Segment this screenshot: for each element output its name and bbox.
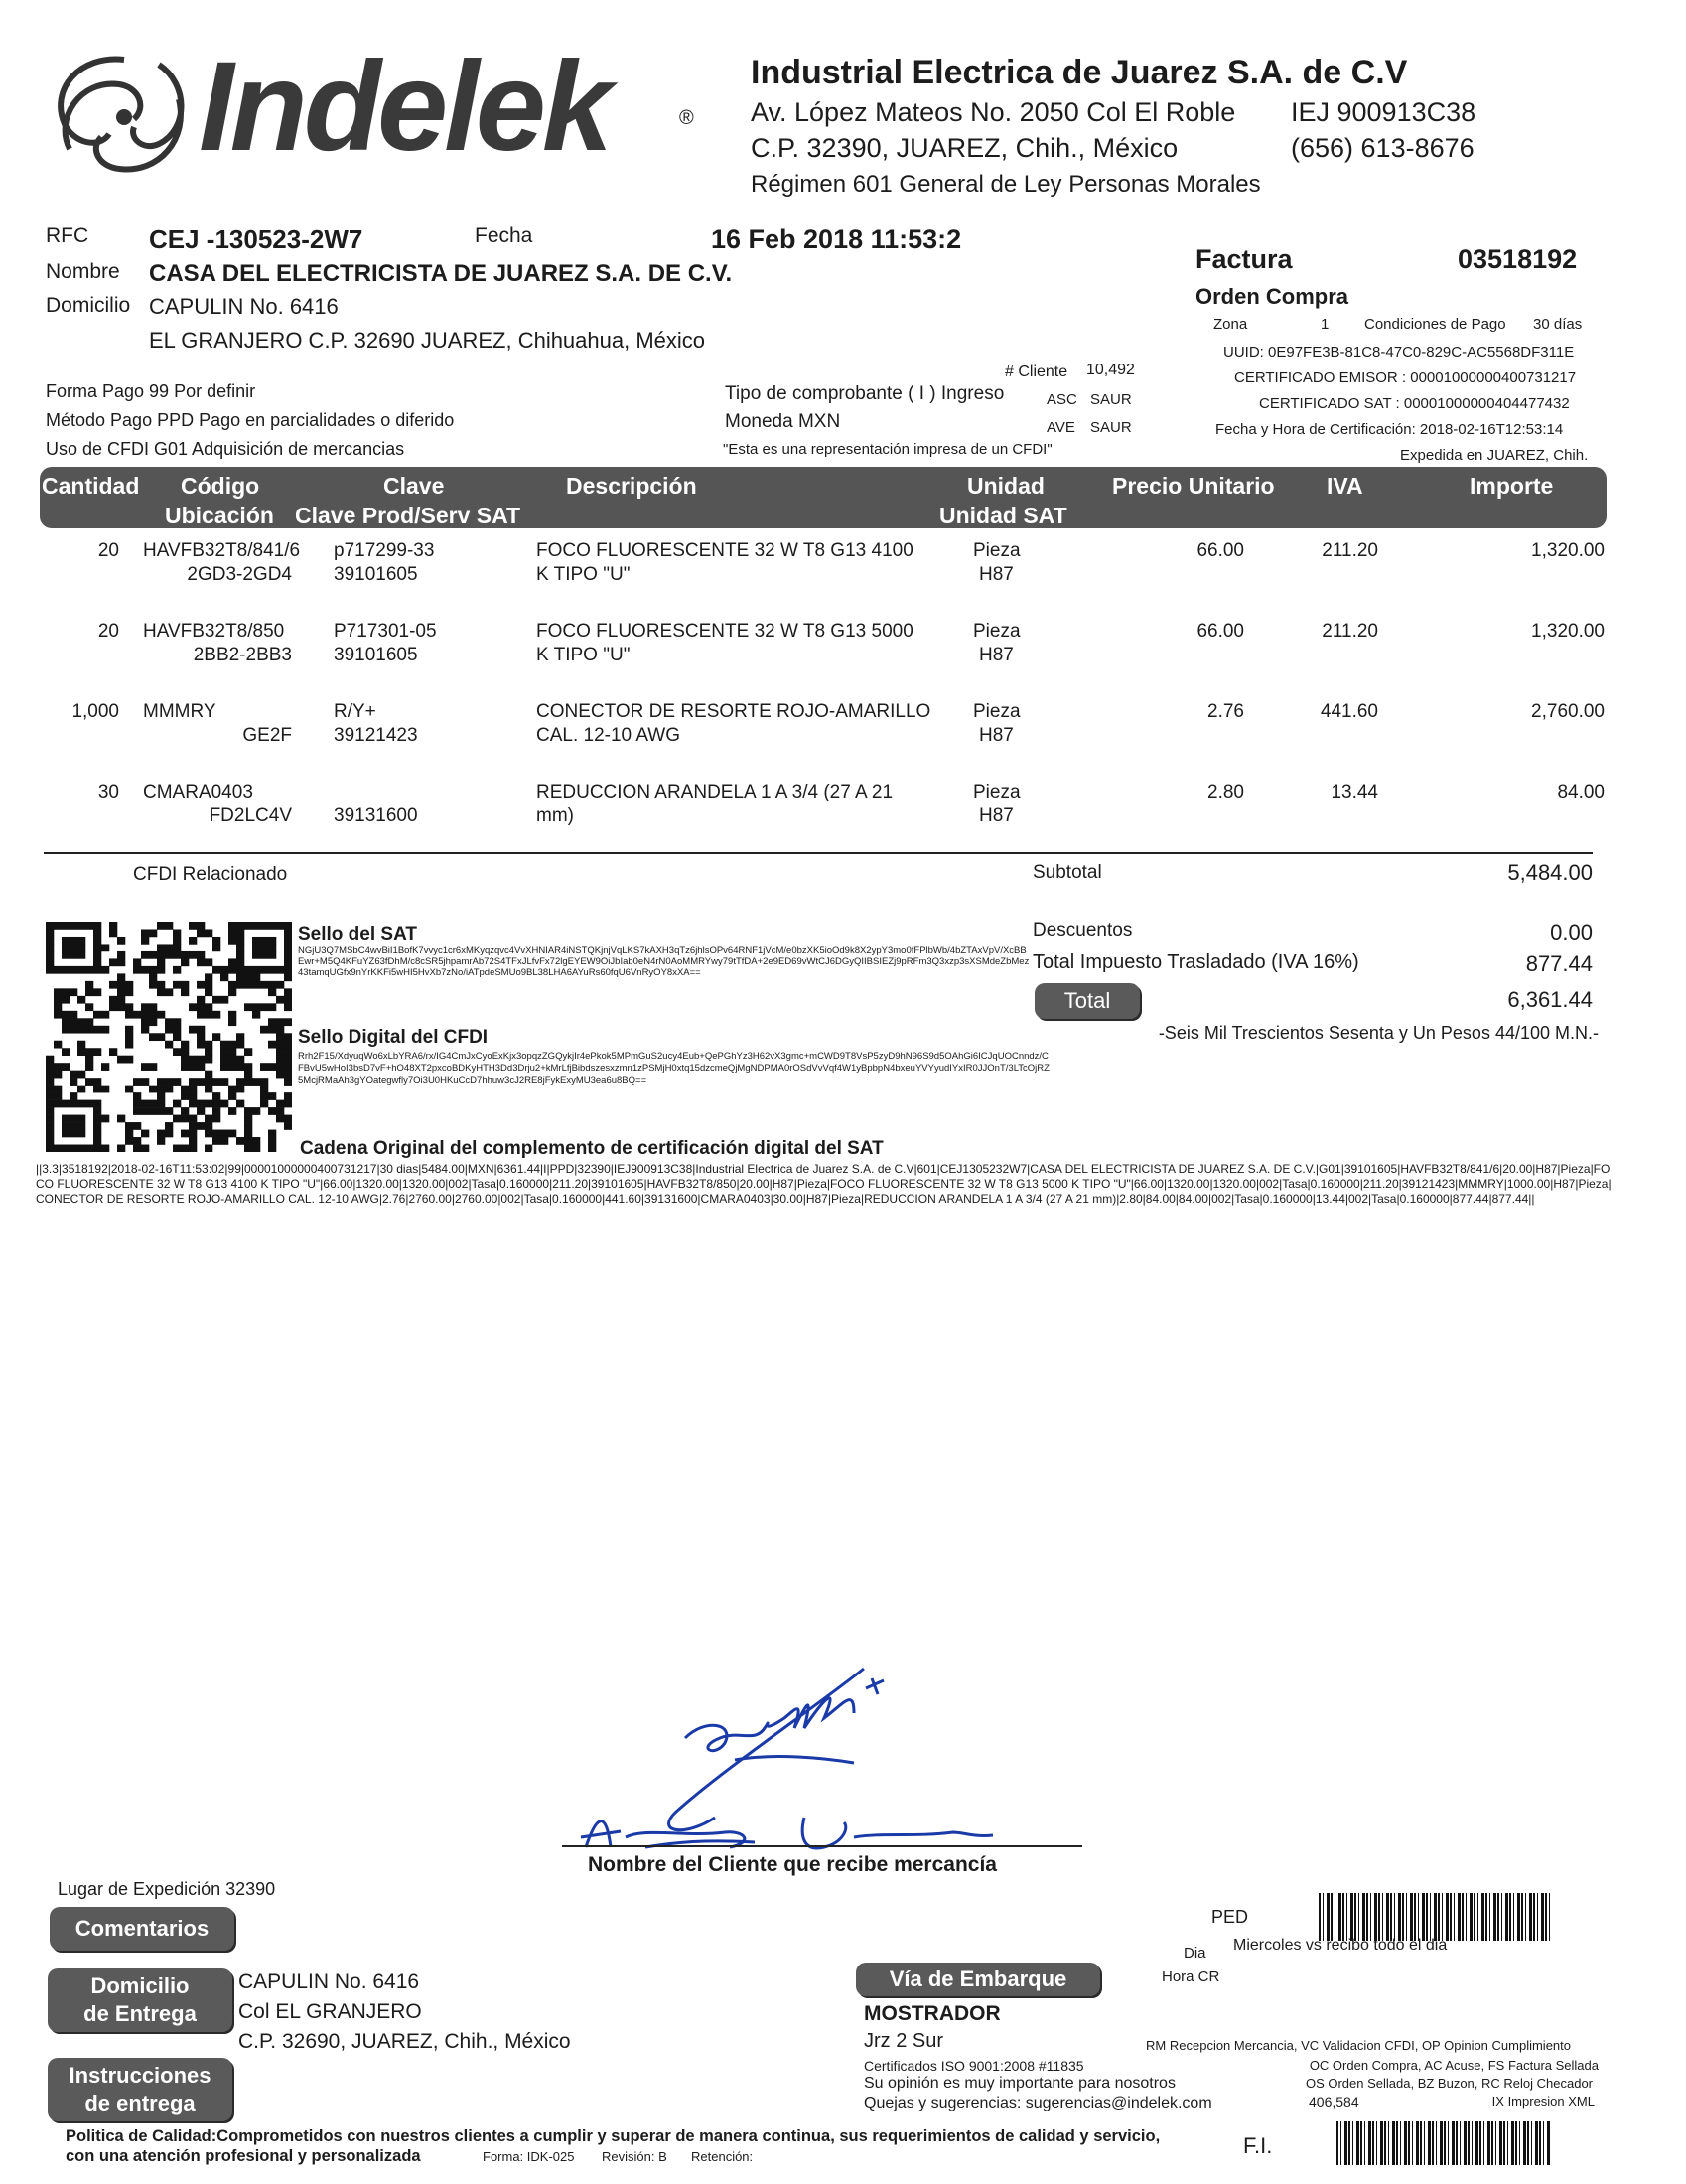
signature-line bbox=[562, 1845, 1082, 1847]
dia-text: Miercoles vs recibo todo el dia bbox=[1233, 1937, 1448, 1954]
company-logo-swirl-icon bbox=[40, 40, 209, 189]
politica-line1: Politica de Calidad:Comprometidos con nuestros clientes a cumplir y superar de manera continua, sus requerimientos de calidad y servicio, bbox=[66, 2127, 1161, 2145]
row-precio: 66.00 bbox=[1196, 621, 1244, 642]
row-clave-sat: 39131600 bbox=[334, 805, 418, 826]
row-clave-sat: 39101605 bbox=[334, 645, 418, 665]
row-cantidad: 30 bbox=[97, 782, 119, 802]
expedida-en: Expedida en JUAREZ, Chih. bbox=[1400, 447, 1589, 464]
domicilio-entrega-button bbox=[48, 1968, 232, 2032]
row-unidad-sat: H87 bbox=[979, 805, 1014, 826]
company-logo-text: Indelek bbox=[199, 36, 610, 178]
entrega-line2: Col EL GRANJERO bbox=[238, 2000, 422, 2023]
row-desc2: mm) bbox=[536, 805, 574, 826]
header-unidad-sat: Unidad SAT bbox=[939, 503, 1067, 528]
row-codigo: HAVFB32T8/850 bbox=[143, 621, 285, 642]
opinion: Su opinión es muy importante para nosotros bbox=[864, 2075, 1176, 2092]
qr-code-icon bbox=[46, 922, 292, 1152]
rfc-label: RFC bbox=[46, 224, 89, 247]
row-cantidad: 20 bbox=[97, 621, 119, 642]
row-codigo: MMMRY bbox=[143, 701, 216, 722]
descuentos-value: 0.00 bbox=[1550, 920, 1593, 945]
row-unidad-sat: H87 bbox=[979, 725, 1014, 746]
zona-value: 1 bbox=[1321, 316, 1330, 333]
row-unidad: Pieza bbox=[973, 540, 1021, 561]
fi-label: F.I. bbox=[1243, 2133, 1273, 2158]
header-clave-sat: Clave Prod/Serv SAT bbox=[295, 503, 521, 528]
row-codigo: HAVFB32T8/841/6 bbox=[143, 540, 301, 561]
condiciones-value: 30 días bbox=[1533, 316, 1583, 333]
items-table-header bbox=[40, 467, 1607, 528]
hora-label: Hora CR bbox=[1162, 1968, 1220, 1985]
impresion-xml: IX Impresion XML bbox=[1491, 2094, 1595, 2109]
metodo-pago: Método Pago PPD Pago en parcialidades o diferido bbox=[46, 410, 455, 430]
uuid: UUID: 0E97FE3B-81C8-47C0-829C-AC5568DF311E bbox=[1223, 344, 1575, 361]
entrega-line1: CAPULIN No. 6416 bbox=[238, 1970, 420, 1993]
row-unidad-sat: H87 bbox=[979, 645, 1014, 665]
client-name: CASA DEL ELECTRICISTA DE JUAREZ S.A. DE C.V. bbox=[149, 260, 733, 287]
row-unidad: Pieza bbox=[973, 701, 1021, 722]
row-iva: 13.44 bbox=[1331, 782, 1378, 802]
registered-mark: ® bbox=[679, 107, 694, 129]
header-clave: Clave bbox=[383, 473, 445, 499]
table-row bbox=[0, 621, 1686, 700]
subtotal-label: Subtotal bbox=[1033, 862, 1102, 883]
row-desc1: CONECTOR DE RESORTE ROJO-AMARILLO bbox=[536, 701, 931, 722]
cadena-original: ||3.3|3518192|2018-02-16T11:53:02|99|00001000000400731217|30 dias|5484.00|MXN|6361.44|I|PPD|32390|IEJ900913C38|Industrial Electrica de Juarez S.A. de C.V|601|CEJ1305232W7|CASA DEL ELECTRICISTA DE JUAREZ S.A. DE C.V.|G01|39101605|HAVFB32T8/841/6|20.00|H87|Pieza|FOCO FLUORESCENTE 32 W T8 G13 4100 K TIPO "U"|66.00|1320.00|1320.00|002|Tasa|0.160000|211.20|39101605|HAVFB32T8/850|20.00|H87|Pieza|FOCO FLUORESCENTE 32 W T8 G13 5000 K TIPO "U"|66.00|1320.00|1320.00|002|Tasa|0.160000|211.20|39121423|MMMRY|1000.00|H87|Pieza|CONECTOR DE RESORTE ROJO-AMARILLO CAL. 12-10 AWG|2.76|2760.00|2760.00|002|Tasa|0.160000|441.60|39131600|CMARA0403|30.00|H87|Pieza|REDUCCION ARANDELA 1 A 3/4 (27 A 21 mm)|2.80|84.00|84.00|002|Tasa|0.160000|13.44|002|Tasa|0.160000|877.44|877.44|| bbox=[36, 1162, 1612, 1206]
header-cantidad: Cantidad bbox=[42, 473, 140, 499]
tipo-comprobante: Tipo de comprobante ( I ) Ingreso bbox=[725, 383, 1005, 404]
descuentos-label: Descuentos bbox=[1033, 920, 1133, 941]
header-precio: Precio Unitario bbox=[1112, 473, 1275, 499]
via-embarque-button: Vía de Embarque bbox=[856, 1963, 1100, 1996]
row-ubicacion: GE2F bbox=[242, 725, 292, 746]
moneda: Moneda MXN bbox=[725, 411, 841, 432]
uso-cfdi: Uso de CFDI G01 Adquisición de mercancias bbox=[46, 439, 405, 459]
row-desc1: FOCO FLUORESCENTE 32 W T8 G13 4100 bbox=[536, 540, 913, 561]
subtotal-value: 5,484.00 bbox=[1507, 860, 1593, 885]
cliente-number: 10,492 bbox=[1086, 362, 1135, 378]
sello-sat: NGjU3Q7MSbC4wvBiI1BofK7vvyc1cr6xMKyqzqvc4VvXHNIAR4iNSTQKjnjVqLKS7kAXH3qTz6jhlsOPv64RNF1jVcM/e0bzXK5ioOd9k8X2ypY3mo0fFPlbWb/4bZTAxVpV/XcBBEwr+M5Q4KFuYZ63fDhM/c8cSR5jhpamrAb72S4TFxJLfvFx72lgEYEW9OiJbIab0eN4rN0AoMMRYwy79tTfDA+2e9ED69vWtCJ6DGyQIIBSIEZj9pRFm3Q3xzp3sXSMdeZbMez43tamqUGfx9nYrKKFi5wHI5HvXb7zNo/iATpdeSMUo9BL38LHA6AYuRs60fqU6VnRyOY8xXA== bbox=[298, 946, 1030, 978]
header-importe: Importe bbox=[1470, 473, 1554, 499]
row-precio: 2.76 bbox=[1207, 701, 1244, 722]
lugar-expedicion: Lugar de Expedición 32390 bbox=[58, 1879, 276, 1899]
header-codigo: Código bbox=[181, 473, 260, 499]
cert-sat: CERTIFICADO SAT : 00001000000404477432 bbox=[1259, 395, 1570, 412]
impuesto-label: Total Impuesto Trasladado (IVA 16%) bbox=[1033, 951, 1359, 973]
row-importe: 2,760.00 bbox=[1531, 701, 1605, 722]
entrega-line3: C.P. 32690, JUAREZ, Chih., México bbox=[238, 2030, 571, 2053]
sello-sat-label: Sello del SAT bbox=[298, 924, 418, 945]
comentarios-button: Comentarios bbox=[50, 1907, 234, 1951]
revision-code: Revisión: B bbox=[602, 2149, 667, 2164]
ave-value: SAUR bbox=[1090, 419, 1132, 436]
row-ubicacion: 2GD3-2GD4 bbox=[187, 564, 292, 585]
retencion-label: Retención: bbox=[691, 2149, 754, 2164]
cfdi-note: "Esta es una representación impresa de un CFDI" bbox=[723, 441, 1053, 458]
cert-emisor: CERTIFICADO EMISOR : 00001000000400731217 bbox=[1234, 369, 1577, 386]
total-value: 6,361.44 bbox=[1507, 987, 1593, 1012]
row-desc2: K TIPO "U" bbox=[536, 645, 631, 665]
forma-code: Forma: IDK-025 bbox=[483, 2149, 575, 2164]
company-phone: (656) 613-8676 bbox=[1291, 133, 1475, 163]
row-iva: 211.20 bbox=[1322, 540, 1378, 561]
row-iva: 211.20 bbox=[1322, 621, 1378, 642]
row-clave: P717301-05 bbox=[334, 621, 437, 642]
row-unidad-sat: H87 bbox=[979, 564, 1014, 585]
sello-cfdi: Rrh2F15/XdyuqWo6xLbYRA6/rx/IG4CmJxCyoExKjx3opqzZGQykjIr4ePkok5MPmGuS2ucy4Eub+QePGhYz3H62vX3gmc+mCWD9T8VsP5zyD9hN96S9d5OAhGi6ICJqUOCnndz/CFBvU5wHoI3bsD7vF+hO48XT2pxcoBDKyHTH3Dd3Drju2+kMrLfjBibdszesxzmn1zPSMjH0xtq15dzcmeQjMgNDPMA0rOSdVvVqf4W1yBpbpN4bxeuYVYyudIYxIR0JJOnT/3LTcOjRZ5McjRMaAh3gYOategwfly7Oi3U0HKuCcD7hhuw3cJ2RE8jFykExyMU3ea6u8BQ== bbox=[298, 1051, 1050, 1086]
row-precio: 66.00 bbox=[1196, 540, 1244, 561]
row-iva: 441.60 bbox=[1320, 701, 1378, 722]
fecha-certificacion: Fecha y Hora de Certificación: 2018-02-16T12:53:14 bbox=[1215, 421, 1564, 438]
barcode-bottom-icon bbox=[1336, 2121, 1551, 2165]
cliente-label: # Cliente bbox=[1005, 364, 1068, 380]
cfdi-relacionado: CFDI Relacionado bbox=[133, 864, 288, 885]
orden-compra-label: Orden Compra bbox=[1195, 284, 1349, 309]
company-regimen: Régimen 601 General de Ley Personas Morales bbox=[751, 171, 1261, 198]
factura-label: Factura bbox=[1195, 244, 1293, 274]
company-rfc: IEJ 900913C38 bbox=[1291, 97, 1476, 127]
row-clave: R/Y+ bbox=[334, 701, 376, 722]
quejas: Quejas y sugerencias: sugerencias@indelek.com bbox=[864, 2095, 1212, 2111]
row-clave-sat: 39101605 bbox=[334, 564, 418, 585]
row-importe: 84.00 bbox=[1557, 782, 1605, 802]
legend-line1: RM Recepcion Mercancia, VC Validacion CFDI, OP Opinion Cumplimiento bbox=[1146, 2038, 1571, 2053]
politica-line2: con una atención profesional y personalizada bbox=[66, 2147, 421, 2165]
row-desc2: CAL. 12-10 AWG bbox=[536, 725, 681, 746]
row-importe: 1,320.00 bbox=[1531, 540, 1605, 561]
dia-label: Dia bbox=[1184, 1945, 1206, 1962]
domicilio-btn-line1: Domicilio bbox=[90, 1973, 190, 1998]
legend-line3: OS Orden Sellada, BZ Buzon, RC Reloj Checador bbox=[1305, 2076, 1593, 2091]
mostrador: MOSTRADOR bbox=[864, 2002, 1001, 2025]
row-unidad: Pieza bbox=[973, 782, 1021, 802]
row-cantidad: 20 bbox=[97, 540, 119, 561]
row-cantidad: 1,000 bbox=[71, 701, 119, 722]
forma-pago: Forma Pago 99 Por definir bbox=[46, 381, 256, 401]
nombre-label: Nombre bbox=[46, 260, 120, 283]
table-row bbox=[0, 701, 1686, 781]
row-ubicacion: 2BB2-2BB3 bbox=[193, 645, 292, 665]
company-address1: Av. López Mateos No. 2050 Col El Roble bbox=[751, 97, 1236, 127]
sello-cfdi-label: Sello Digital del CFDI bbox=[298, 1027, 489, 1048]
table-bottom-divider bbox=[44, 852, 1593, 854]
row-clave-sat: 39121423 bbox=[334, 725, 418, 746]
client-address2: EL GRANJERO C.P. 32690 JUAREZ, Chihuahua, México bbox=[149, 328, 706, 353]
row-desc1: FOCO FLUORESCENTE 32 W T8 G13 5000 bbox=[536, 621, 913, 642]
folio-number: 406,584 bbox=[1309, 2094, 1359, 2110]
total-letra: -Seis Mil Trescientos Sesenta y Un Pesos 44/100 M.N.- bbox=[1158, 1023, 1599, 1043]
instrucciones-entrega-button bbox=[48, 2058, 232, 2121]
impuesto-value: 877.44 bbox=[1525, 951, 1593, 976]
asc-label: ASC bbox=[1047, 391, 1077, 408]
fecha-label: Fecha bbox=[475, 224, 533, 247]
legend-line2: OC Orden Compra, AC Acuse, FS Factura Sellada bbox=[1309, 2058, 1599, 2073]
client-address1: CAPULIN No. 6416 bbox=[149, 294, 339, 319]
table-row bbox=[0, 782, 1686, 861]
instrucciones-btn-line2: de entrega bbox=[84, 2091, 196, 2115]
row-codigo: CMARA0403 bbox=[143, 782, 253, 802]
invoice-date: 16 Feb 2018 11:53:2 bbox=[711, 224, 962, 254]
asc-value: SAUR bbox=[1090, 391, 1132, 408]
company-address2: C.P. 32390, JUAREZ, Chih., México bbox=[751, 133, 1179, 163]
company-name: Industrial Electrica de Juarez S.A. de C.V bbox=[751, 54, 1408, 91]
header-ubicacion: Ubicación bbox=[165, 503, 274, 528]
zona-label: Zona bbox=[1213, 316, 1248, 333]
client-rfc: CEJ -130523-2W7 bbox=[149, 224, 363, 254]
row-precio: 2.80 bbox=[1207, 782, 1244, 802]
table-row bbox=[0, 540, 1686, 620]
row-importe: 1,320.00 bbox=[1531, 621, 1605, 642]
row-ubicacion: FD2LC4V bbox=[209, 805, 292, 826]
barcode-top-icon bbox=[1319, 1893, 1551, 1941]
header-iva: IVA bbox=[1327, 473, 1363, 499]
sucursal: Jrz 2 Sur bbox=[864, 2030, 944, 2052]
row-desc2: K TIPO "U" bbox=[536, 564, 631, 585]
cadena-label: Cadena Original del complemento de certificación digital del SAT bbox=[300, 1138, 884, 1159]
ped-label: PED bbox=[1211, 1907, 1249, 1927]
total-badge: Total bbox=[1035, 983, 1140, 1019]
row-desc1: REDUCCION ARANDELA 1 A 3/4 (27 A 21 bbox=[536, 782, 894, 802]
instrucciones-btn-line1: Instrucciones bbox=[69, 2063, 211, 2088]
factura-number: 03518192 bbox=[1458, 244, 1578, 274]
domicilio-label: Domicilio bbox=[46, 294, 131, 317]
certificados-iso: Certificados ISO 9001:2008 #11835 bbox=[864, 2058, 1084, 2074]
domicilio-btn-line2: de Entrega bbox=[83, 2001, 197, 2026]
recibe-label: Nombre del Cliente que recibe mercancía bbox=[588, 1853, 997, 1876]
condiciones-label: Condiciones de Pago bbox=[1364, 316, 1506, 333]
signature-icon bbox=[556, 1649, 1003, 1887]
ave-label: AVE bbox=[1047, 419, 1075, 436]
header-unidad: Unidad bbox=[967, 473, 1045, 499]
header-descripcion: Descripción bbox=[566, 473, 697, 499]
row-clave: p717299-33 bbox=[334, 540, 435, 561]
row-unidad: Pieza bbox=[973, 621, 1021, 642]
